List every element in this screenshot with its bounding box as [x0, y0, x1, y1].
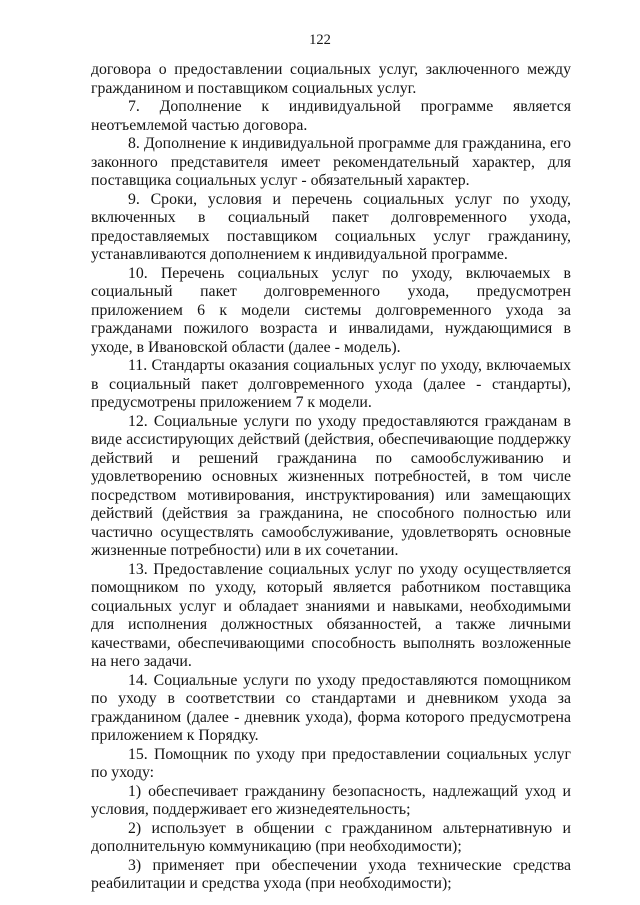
document-body: [91, 61, 571, 894]
subitem-2: 2) использует в общении с гражданином альтернативную и дополнительную коммуникацию (при необходимости);: [91, 819, 571, 855]
paragraph-item-13: 13. Предоставление социальных услуг по уходу осуществляется помощником по уходу, который является работником поставщика социальных услуг и обладает знаниями и навыками, необходимыми для исполнения должностных обязанностей, а также личными качествами, обеспечивающими способность выполнять возложенные на него задачи.: [91, 560, 571, 670]
paragraph-continuation: договора о предоставлении социальных услуг, заключенного между гражданином и поставщиком социальных услуг.: [91, 61, 571, 97]
subitem-1: 1) обеспечивает гражданину безопасность, надлежащий уход и условия, поддерживает его жизнедеятельность;: [91, 782, 571, 818]
paragraph-item-7: 7. Дополнение к индивидуальной программе является неотъемлемой частью договора.: [91, 98, 571, 134]
paragraph-item-9: 9. Сроки, условия и перечень социальных услуг по уходу, включенных в социальный пакет долговременного ухода, предоставляемых поставщиком социальных услуг гражданину, устанавливаются дополнением к индивидуальной программе.: [91, 190, 571, 263]
subitem-3: 3) применяет при обеспечении ухода технические средства реабилитации и средства ухода (при необходимости);: [91, 856, 571, 892]
paragraph-item-12: 12. Социальные услуги по уходу предоставляются гражданам в виде ассистирующих действий (действия, обеспечивающие поддержку действий и решений гражданина по самообслуживанию и удовлетворению основных жизненных потребностей, в том числе посредством мотивирования, инструктирования) или замещающих действий (действия за гражданина, не способного полностью или частично осуществлять самообслуживание, удовлетворять основные жизненные потребности) или в их сочетании.: [91, 412, 571, 559]
paragraph-item-11: 11. Стандарты оказания социальных услуг по уходу, включаемых в социальный пакет долговременного ухода (далее - стандарты), предусмотрены приложением 7 к модели.: [91, 357, 571, 411]
paragraph-item-10: 10. Перечень социальных услуг по уходу, включаемых в социальный пакет долговременного ухода, предусмотрен приложением 6 к модели системы долговременного ухода за гражданами пожилого возраста и инвалидами, нуждающимися в уходе, в Ивановской области (далее - модель).: [91, 264, 571, 356]
paragraph-item-14: 14. Социальные услуги по уходу предоставляются помощником по уходу в соответствии со стандартами и дневником ухода за гражданином (далее - дневник ухода), форма которого предусмотрена приложением к Порядку.: [91, 671, 571, 744]
paragraph-item-15: 15. Помощник по уходу при предоставлении социальных услуг по уходу:: [91, 745, 571, 781]
paragraph-item-8: 8. Дополнение к индивидуальной программе для гражданина, его законного представителя имеет рекомендательный характер, для поставщика социальных услуг - обязательный характер.: [91, 135, 571, 189]
page-number: 122: [309, 32, 331, 48]
